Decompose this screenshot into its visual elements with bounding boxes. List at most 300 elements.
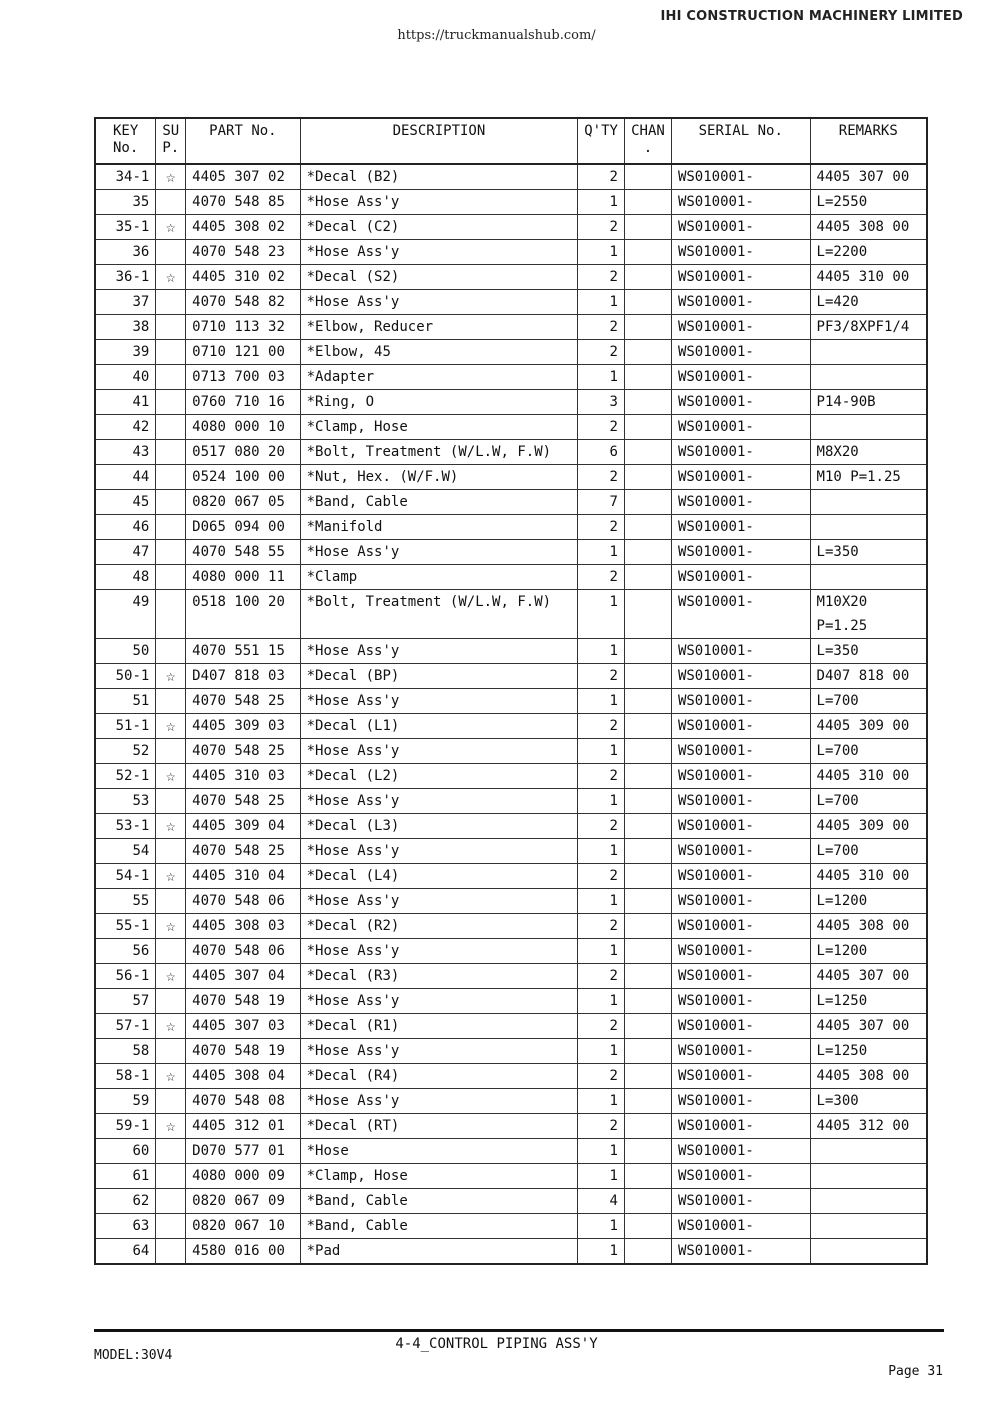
- cell-sup: [156, 739, 186, 764]
- table-row: [95, 839, 927, 864]
- cell-qty: 2: [578, 764, 625, 789]
- cell-qty: 1: [578, 240, 625, 265]
- cell-remarks: 4405 307 00: [810, 164, 927, 190]
- cell-key: 54-1: [95, 864, 156, 889]
- cell-desc: *Decal (R4): [300, 1064, 578, 1089]
- cell-qty: 2: [578, 914, 625, 939]
- cell-key: 51: [95, 689, 156, 714]
- cell-qty: 1: [578, 889, 625, 914]
- page-number: Page 31: [888, 1364, 943, 1379]
- cell-qty: 1: [578, 1139, 625, 1164]
- cell-key: 46: [95, 515, 156, 540]
- cell-serial: WS010001-: [671, 290, 810, 315]
- cell-sup: [156, 490, 186, 515]
- cell-serial: WS010001-: [671, 689, 810, 714]
- cell-desc: *Nut, Hex. (W/F.W): [300, 465, 578, 490]
- cell-remarks: [810, 1139, 927, 1164]
- cell-serial: WS010001-: [671, 1189, 810, 1214]
- cell-serial: WS010001-: [671, 415, 810, 440]
- cell-part: 4405 309 04: [186, 814, 300, 839]
- cell-qty: 1: [578, 1239, 625, 1265]
- table-row: [95, 390, 927, 415]
- cell-key: 37: [95, 290, 156, 315]
- cell-key: 57: [95, 989, 156, 1014]
- cell-sup: ☆: [156, 814, 186, 839]
- cell-remarks: 4405 308 00: [810, 215, 927, 240]
- cell-part: 4070 548 85: [186, 190, 300, 215]
- cell-sup: [156, 639, 186, 664]
- cell-sup: ☆: [156, 864, 186, 889]
- cell-serial: WS010001-: [671, 440, 810, 465]
- cell-chan: [624, 814, 671, 839]
- cell-qty: 4: [578, 1189, 625, 1214]
- cell-part: 4070 548 06: [186, 939, 300, 964]
- table-row: [95, 964, 927, 989]
- cell-remarks: [810, 1164, 927, 1189]
- cell-chan: [624, 1064, 671, 1089]
- table-row: [95, 664, 927, 689]
- parts-table: [94, 117, 928, 1265]
- cell-part: 4405 308 03: [186, 914, 300, 939]
- cell-qty: 1: [578, 365, 625, 390]
- cell-qty: 1: [578, 789, 625, 814]
- cell-qty: 2: [578, 1114, 625, 1139]
- cell-remarks: L=1250: [810, 989, 927, 1014]
- model-label: MODEL:30V4: [94, 1348, 173, 1363]
- cell-key: 54: [95, 839, 156, 864]
- cell-qty: 1: [578, 1039, 625, 1064]
- cell-part: 4070 548 06: [186, 889, 300, 914]
- cell-qty: 2: [578, 565, 625, 590]
- cell-desc: *Bolt, Treatment (W/L.W, F.W): [300, 440, 578, 465]
- cell-part: 4070 548 08: [186, 1089, 300, 1114]
- cell-desc: *Decal (BP): [300, 664, 578, 689]
- cell-chan: [624, 914, 671, 939]
- cell-serial: WS010001-: [671, 515, 810, 540]
- source-url: https://truckmanualshub.com/: [397, 28, 596, 43]
- cell-chan: [624, 739, 671, 764]
- cell-remarks: L=2550: [810, 190, 927, 215]
- table-row: [95, 490, 927, 515]
- cell-part: 4080 000 10: [186, 415, 300, 440]
- cell-qty: 6: [578, 440, 625, 465]
- cell-serial: WS010001-: [671, 814, 810, 839]
- brand-header: IHI CONSTRUCTION MACHINERY LIMITED: [660, 9, 963, 24]
- cell-chan: [624, 889, 671, 914]
- cell-sup: [156, 390, 186, 415]
- cell-remarks: [810, 365, 927, 390]
- cell-qty: 2: [578, 164, 625, 190]
- cell-qty: 2: [578, 1064, 625, 1089]
- cell-remarks: M10 P=1.25: [810, 465, 927, 490]
- cell-remarks: PF3/8XPF1/4: [810, 315, 927, 340]
- cell-desc: *Manifold: [300, 515, 578, 540]
- cell-sup: ☆: [156, 1114, 186, 1139]
- cell-sup: [156, 1189, 186, 1214]
- cell-desc: *Elbow, 45: [300, 340, 578, 365]
- cell-sup: [156, 839, 186, 864]
- cell-remarks: [810, 515, 927, 540]
- cell-key: 64: [95, 1239, 156, 1265]
- cell-serial: WS010001-: [671, 164, 810, 190]
- cell-chan: [624, 315, 671, 340]
- table-row: [95, 739, 927, 764]
- table-row: [95, 789, 927, 814]
- column-header-desc: DESCRIPTION: [300, 118, 578, 164]
- cell-part: 4405 308 04: [186, 1064, 300, 1089]
- table-row: [95, 164, 927, 190]
- cell-qty: 2: [578, 964, 625, 989]
- cell-serial: WS010001-: [671, 565, 810, 590]
- cell-desc: *Band, Cable: [300, 1189, 578, 1214]
- cell-qty: 2: [578, 340, 625, 365]
- cell-part: 4405 308 02: [186, 215, 300, 240]
- cell-chan: [624, 190, 671, 215]
- cell-qty: 2: [578, 1014, 625, 1039]
- cell-key: 52: [95, 739, 156, 764]
- cell-desc: *Hose Ass'y: [300, 939, 578, 964]
- cell-key: 41: [95, 390, 156, 415]
- cell-desc: *Decal (RT): [300, 1114, 578, 1139]
- section-title: 4-4_CONTROL PIPING ASS'Y: [395, 1336, 598, 1352]
- cell-desc: *Decal (R1): [300, 1014, 578, 1039]
- cell-qty: 2: [578, 315, 625, 340]
- cell-desc: *Hose Ass'y: [300, 240, 578, 265]
- cell-desc: *Clamp: [300, 565, 578, 590]
- cell-serial: WS010001-: [671, 340, 810, 365]
- table-row: [95, 465, 927, 490]
- cell-chan: [624, 939, 671, 964]
- cell-remarks: [810, 565, 927, 590]
- table-row: [95, 565, 927, 590]
- cell-desc: *Hose Ass'y: [300, 839, 578, 864]
- cell-remarks: L=1250: [810, 1039, 927, 1064]
- cell-qty: 1: [578, 590, 625, 639]
- table-row: [95, 415, 927, 440]
- cell-qty: 1: [578, 1089, 625, 1114]
- cell-sup: [156, 365, 186, 390]
- cell-key: 53: [95, 789, 156, 814]
- column-header-serial: SERIAL No.: [671, 118, 810, 164]
- cell-chan: [624, 565, 671, 590]
- cell-sup: [156, 540, 186, 565]
- cell-sup: [156, 1039, 186, 1064]
- cell-part: 4405 309 03: [186, 714, 300, 739]
- cell-sup: [156, 465, 186, 490]
- cell-qty: 1: [578, 290, 625, 315]
- cell-key: 50-1: [95, 664, 156, 689]
- table-row: [95, 1064, 927, 1089]
- cell-remarks: M8X20: [810, 440, 927, 465]
- cell-part: 4070 548 82: [186, 290, 300, 315]
- cell-qty: 2: [578, 714, 625, 739]
- cell-key: 34-1: [95, 164, 156, 190]
- cell-chan: [624, 1014, 671, 1039]
- cell-serial: WS010001-: [671, 889, 810, 914]
- cell-part: 4405 307 04: [186, 964, 300, 989]
- table-row: [95, 1214, 927, 1239]
- cell-serial: WS010001-: [671, 315, 810, 340]
- cell-key: 55-1: [95, 914, 156, 939]
- cell-part: 0760 710 16: [186, 390, 300, 415]
- cell-qty: 3: [578, 390, 625, 415]
- table-row: [95, 864, 927, 889]
- cell-qty: 1: [578, 1164, 625, 1189]
- cell-remarks: 4405 309 00: [810, 714, 927, 739]
- cell-qty: 1: [578, 989, 625, 1014]
- cell-key: 40: [95, 365, 156, 390]
- table-row: [95, 215, 927, 240]
- cell-key: 35: [95, 190, 156, 215]
- cell-serial: WS010001-: [671, 664, 810, 689]
- cell-desc: *Decal (C2): [300, 215, 578, 240]
- cell-serial: WS010001-: [671, 490, 810, 515]
- cell-chan: [624, 215, 671, 240]
- table-header: [95, 118, 927, 164]
- cell-desc: *Bolt, Treatment (W/L.W, F.W): [300, 590, 578, 639]
- cell-remarks: L=700: [810, 839, 927, 864]
- cell-sup: [156, 565, 186, 590]
- cell-key: 47: [95, 540, 156, 565]
- cell-part: 0524 100 00: [186, 465, 300, 490]
- cell-key: 35-1: [95, 215, 156, 240]
- cell-chan: [624, 664, 671, 689]
- cell-part: 0517 080 20: [186, 440, 300, 465]
- cell-remarks: L=300: [810, 1089, 927, 1114]
- cell-serial: WS010001-: [671, 1064, 810, 1089]
- cell-serial: WS010001-: [671, 390, 810, 415]
- cell-sup: ☆: [156, 164, 186, 190]
- cell-desc: *Decal (L2): [300, 764, 578, 789]
- cell-serial: WS010001-: [671, 190, 810, 215]
- cell-chan: [624, 415, 671, 440]
- cell-desc: *Decal (L3): [300, 814, 578, 839]
- cell-desc: *Clamp, Hose: [300, 415, 578, 440]
- cell-desc: *Decal (R2): [300, 914, 578, 939]
- cell-key: 62: [95, 1189, 156, 1214]
- cell-qty: 2: [578, 215, 625, 240]
- cell-chan: [624, 490, 671, 515]
- cell-key: 39: [95, 340, 156, 365]
- table-row: [95, 989, 927, 1014]
- cell-part: D065 094 00: [186, 515, 300, 540]
- cell-chan: [624, 1139, 671, 1164]
- cell-desc: *Hose Ass'y: [300, 889, 578, 914]
- cell-remarks: [810, 1189, 927, 1214]
- cell-serial: WS010001-: [671, 240, 810, 265]
- cell-desc: *Ring, O: [300, 390, 578, 415]
- cell-remarks: 4405 308 00: [810, 1064, 927, 1089]
- table-row: [95, 1114, 927, 1139]
- cell-part: 4070 548 25: [186, 789, 300, 814]
- cell-remarks: L=700: [810, 789, 927, 814]
- table-row: [95, 639, 927, 664]
- cell-desc: *Hose Ass'y: [300, 1089, 578, 1114]
- cell-chan: [624, 1214, 671, 1239]
- cell-part: 4080 000 09: [186, 1164, 300, 1189]
- cell-key: 63: [95, 1214, 156, 1239]
- cell-serial: WS010001-: [671, 1164, 810, 1189]
- cell-remarks: [810, 1214, 927, 1239]
- cell-chan: [624, 689, 671, 714]
- cell-sup: ☆: [156, 1014, 186, 1039]
- cell-qty: 2: [578, 664, 625, 689]
- cell-chan: [624, 864, 671, 889]
- column-header-key: KEY No.: [95, 118, 156, 164]
- cell-part: 4405 307 03: [186, 1014, 300, 1039]
- cell-serial: WS010001-: [671, 1214, 810, 1239]
- cell-key: 38: [95, 315, 156, 340]
- cell-desc: *Decal (L1): [300, 714, 578, 739]
- cell-sup: [156, 1214, 186, 1239]
- cell-remarks: L=420: [810, 290, 927, 315]
- cell-chan: [624, 240, 671, 265]
- cell-key: 59: [95, 1089, 156, 1114]
- cell-remarks: L=350: [810, 540, 927, 565]
- cell-serial: WS010001-: [671, 215, 810, 240]
- table-row: [95, 340, 927, 365]
- cell-part: 4070 548 25: [186, 839, 300, 864]
- cell-desc: *Hose Ass'y: [300, 789, 578, 814]
- cell-serial: WS010001-: [671, 1239, 810, 1265]
- cell-sup: ☆: [156, 1064, 186, 1089]
- cell-part: 0820 067 05: [186, 490, 300, 515]
- cell-part: 4070 548 55: [186, 540, 300, 565]
- cell-remarks: L=1200: [810, 939, 927, 964]
- cell-sup: [156, 1139, 186, 1164]
- cell-part: 4405 310 03: [186, 764, 300, 789]
- cell-remarks: 4405 307 00: [810, 1014, 927, 1039]
- table-row: [95, 1164, 927, 1189]
- cell-desc: *Band, Cable: [300, 490, 578, 515]
- cell-desc: *Decal (R3): [300, 964, 578, 989]
- cell-sup: ☆: [156, 964, 186, 989]
- cell-remarks: 4405 310 00: [810, 864, 927, 889]
- cell-sup: ☆: [156, 215, 186, 240]
- cell-desc: *Hose Ass'y: [300, 639, 578, 664]
- cell-sup: [156, 515, 186, 540]
- cell-qty: 1: [578, 1214, 625, 1239]
- cell-sup: [156, 889, 186, 914]
- cell-chan: [624, 839, 671, 864]
- cell-part: 0710 121 00: [186, 340, 300, 365]
- cell-serial: WS010001-: [671, 365, 810, 390]
- cell-chan: [624, 365, 671, 390]
- cell-key: 43: [95, 440, 156, 465]
- table-row: [95, 1189, 927, 1214]
- table-row: [95, 315, 927, 340]
- cell-key: 57-1: [95, 1014, 156, 1039]
- cell-key: 59-1: [95, 1114, 156, 1139]
- cell-key: 44: [95, 465, 156, 490]
- cell-serial: WS010001-: [671, 1014, 810, 1039]
- cell-desc: *Hose Ass'y: [300, 540, 578, 565]
- cell-part: 4070 551 15: [186, 639, 300, 664]
- cell-serial: WS010001-: [671, 465, 810, 490]
- cell-part: 0518 100 20: [186, 590, 300, 639]
- cell-desc: *Clamp, Hose: [300, 1164, 578, 1189]
- cell-sup: [156, 689, 186, 714]
- cell-key: 56-1: [95, 964, 156, 989]
- cell-chan: [624, 590, 671, 639]
- cell-serial: WS010001-: [671, 1139, 810, 1164]
- cell-key: 42: [95, 415, 156, 440]
- cell-chan: [624, 639, 671, 664]
- cell-sup: [156, 440, 186, 465]
- cell-key: 53-1: [95, 814, 156, 839]
- cell-key: 36: [95, 240, 156, 265]
- cell-serial: WS010001-: [671, 989, 810, 1014]
- cell-chan: [624, 290, 671, 315]
- cell-remarks: L=1200: [810, 889, 927, 914]
- cell-chan: [624, 964, 671, 989]
- cell-qty: 2: [578, 814, 625, 839]
- cell-qty: 1: [578, 639, 625, 664]
- cell-chan: [624, 515, 671, 540]
- cell-sup: [156, 190, 186, 215]
- table-row: [95, 290, 927, 315]
- cell-sup: [156, 1239, 186, 1265]
- table-row: [95, 1239, 927, 1265]
- table-row: [95, 914, 927, 939]
- table-row: [95, 240, 927, 265]
- cell-qty: 2: [578, 864, 625, 889]
- cell-desc: *Decal (B2): [300, 164, 578, 190]
- table-row: [95, 1014, 927, 1039]
- cell-part: 4070 548 23: [186, 240, 300, 265]
- cell-part: D407 818 03: [186, 664, 300, 689]
- cell-serial: WS010001-: [671, 914, 810, 939]
- column-header-sup: SU P.: [156, 118, 186, 164]
- cell-chan: [624, 1164, 671, 1189]
- cell-remarks: 4405 310 00: [810, 265, 927, 290]
- cell-serial: WS010001-: [671, 789, 810, 814]
- cell-serial: WS010001-: [671, 1039, 810, 1064]
- cell-sup: [156, 415, 186, 440]
- cell-qty: 2: [578, 465, 625, 490]
- cell-remarks: 4405 308 00: [810, 914, 927, 939]
- cell-remarks: [810, 340, 927, 365]
- cell-remarks: L=2200: [810, 240, 927, 265]
- column-header-remarks: REMARKS: [810, 118, 927, 164]
- table-row: [95, 540, 927, 565]
- table-body: [95, 164, 927, 1264]
- cell-chan: [624, 340, 671, 365]
- cell-part: 0820 067 10: [186, 1214, 300, 1239]
- cell-chan: [624, 764, 671, 789]
- cell-qty: 1: [578, 839, 625, 864]
- cell-chan: [624, 540, 671, 565]
- cell-remarks: L=700: [810, 739, 927, 764]
- table-row: [95, 265, 927, 290]
- cell-part: 4405 310 04: [186, 864, 300, 889]
- cell-desc: *Hose Ass'y: [300, 739, 578, 764]
- column-header-qty: Q'TY: [578, 118, 625, 164]
- cell-sup: ☆: [156, 764, 186, 789]
- cell-qty: 1: [578, 939, 625, 964]
- cell-remarks: 4405 307 00: [810, 964, 927, 989]
- cell-sup: [156, 989, 186, 1014]
- cell-serial: WS010001-: [671, 1114, 810, 1139]
- cell-chan: [624, 390, 671, 415]
- cell-key: 48: [95, 565, 156, 590]
- table-row: [95, 1039, 927, 1064]
- cell-desc: *Hose Ass'y: [300, 190, 578, 215]
- table-row: [95, 1139, 927, 1164]
- cell-sup: ☆: [156, 914, 186, 939]
- cell-serial: WS010001-: [671, 964, 810, 989]
- cell-desc: *Elbow, Reducer: [300, 315, 578, 340]
